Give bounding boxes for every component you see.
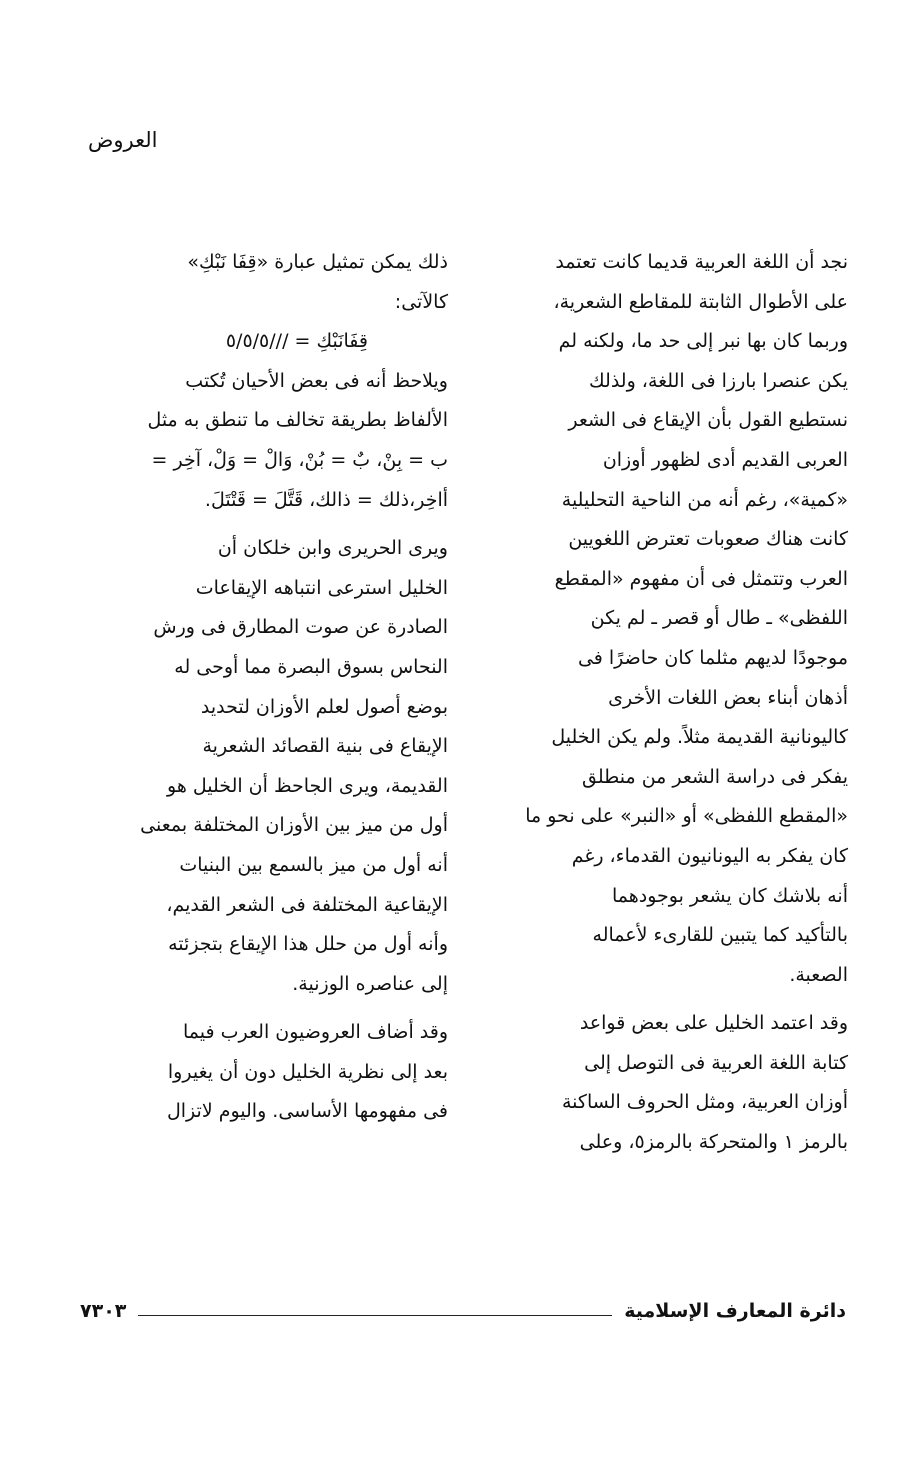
text-line: «كمية»، رغم أنه من الناحية التحليلية: [561, 488, 848, 511]
text-line: الصادرة عن صوت المطارق فى ورش: [153, 616, 448, 639]
text-line: أول من ميز بين الأوزان المختلفة بمعنى: [140, 814, 448, 837]
text-line: الإيقاع فى بنية القصائد الشعرية: [202, 735, 448, 758]
paragraph: [78, 529, 448, 1004]
text-line: الإيقاعية المختلفة فى الشعر القديم،: [166, 893, 448, 916]
text-line: يكن عنصرا بارزا فى اللغة، ولذلك: [589, 369, 848, 392]
page-footer: [80, 1296, 846, 1326]
prosody-formula: [78, 322, 448, 362]
text-line: أنه بلاشك كان يشعر بوجودهما: [611, 884, 848, 907]
text-column-left: [78, 243, 448, 1132]
text-line: كتابة اللغة العربية فى التوصل إلى: [584, 1051, 848, 1074]
text-line: كالآتى:: [394, 290, 448, 313]
text-column-right: [478, 243, 848, 1163]
text-line: ب = بِنْ، بٌ = بُنْ، وَالْ = وَلْ، آخِر =: [151, 448, 448, 471]
text-line: وقد أضاف العروضيون العرب فيما: [182, 1021, 448, 1044]
paragraph: [78, 362, 448, 520]
text-line: بعد إلى نظرية الخليل دون أن يغيروا: [167, 1060, 448, 1083]
text-line: وأنه أول من حلل هذا الإيقاع بتجزئته: [168, 933, 448, 956]
text-line: أذهان أبناء بعض اللغات الأخرى: [608, 686, 848, 709]
running-header-title: العروض: [88, 128, 158, 152]
text-line: بالتأكيد كما يتبين للقارىء لأعماله: [592, 924, 848, 947]
footer-rule: [138, 1315, 612, 1316]
text-line: أوزان العربية، ومثل الحروف الساكنة: [561, 1091, 848, 1114]
text-line: الألفاظ بطريقة تخالف ما تنطق به مثل: [147, 409, 448, 432]
text-line: «المقطع اللفظى» أو «النبر» على نحو ما: [525, 805, 848, 828]
text-line: القديمة، ويرى الجاحظ أن الخليل هو: [167, 774, 448, 797]
text-line: بوضع أصول لعلم الأوزان لتحديد: [200, 695, 448, 718]
text-line: وقد اعتمد الخليل على بعض قواعد: [579, 1012, 848, 1035]
text-line: قِفَانَبْكِ = ///٥/٥/٥: [225, 330, 368, 353]
text-line: كاليونانية القديمة مثلاً. ولم يكن الخليل: [551, 726, 848, 749]
text-line: ذلك يمكن تمثيل عبارة «قِفَا نَبْكِ»: [187, 251, 448, 273]
text-line: النحاس بسوق البصرة مما أوحى له: [174, 655, 448, 678]
paragraph: [78, 1013, 448, 1132]
text-line: نجد أن اللغة العربية قديما كانت تعتمد: [555, 251, 848, 273]
text-line: يفكر فى دراسة الشعر من منطلق: [582, 765, 848, 788]
paragraph: [78, 243, 448, 322]
paragraph: [478, 243, 848, 995]
text-line: على الأطوال الثابتة للمقاطع الشعرية،: [553, 290, 848, 313]
text-line: موجودًا لديهم مثلما كان حاضرًا فى: [577, 646, 848, 669]
text-line: العربى القديم أدى لظهور أوزان: [602, 448, 848, 471]
text-line: إلى عناصره الوزنية.: [292, 972, 448, 995]
paragraph: [478, 1004, 848, 1162]
text-line: كان يفكر به اليونانيون القدماء، رغم: [571, 844, 848, 867]
text-line: نستطيع القول بأن الإيقاع فى الشعر: [568, 409, 848, 432]
text-line: أنه أول من ميز بالسمع بين البنيات: [179, 853, 448, 876]
text-line: وربما كان بها نبر إلى حد ما، ولكنه لم: [558, 330, 848, 353]
text-line: أاخِر،ذلك = ذالك، قَتَّلَ = قَتْتَلَ.: [204, 488, 448, 511]
text-line: ويلاحظ أنه فى بعض الأحيان تُكتب: [185, 369, 448, 392]
text-line: كانت هناك صعوبات تعترض اللغويين: [568, 528, 848, 551]
text-line: ويرى الحريرى وابن خلكان أن: [217, 537, 448, 560]
text-line: الخليل استرعى انتباهه الإيقاعات: [195, 576, 448, 599]
text-line: الصعبة.: [789, 963, 848, 986]
page-number: ٧٣٠٣: [80, 1300, 127, 1322]
text-line: بالرمز ١ والمتحركة بالرمز٥، وعلى: [579, 1131, 848, 1154]
text-line: فى مفهومها الأساسى. واليوم لاتزال: [166, 1100, 448, 1123]
text-line: اللفظى» ـ طال أو قصر ـ لم يكن: [590, 607, 848, 630]
footer-publication-title: دائرة المعارف الإسلامية: [624, 1300, 846, 1322]
text-line: العرب وتتمثل فى أن مفهوم «المقطع: [554, 567, 848, 590]
